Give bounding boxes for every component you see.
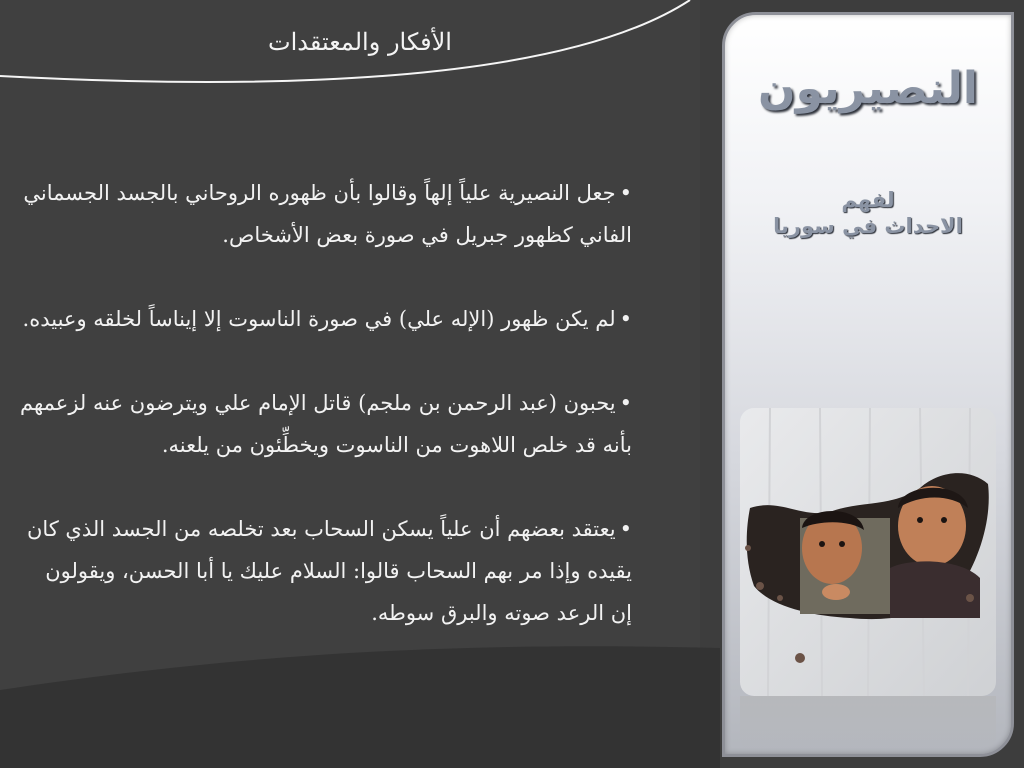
panel-subtitle-line2: الاحداث في سوريا	[773, 214, 963, 238]
bullet-text: لم يكن ظهور (الإله علي) في صورة الناسوت إلا إيناساً لخلقه وعبيده.	[22, 307, 616, 331]
bullet-item	[20, 298, 632, 340]
bullet-text: جعل النصيرية علياً إلهاً وقالوا بأن ظهوره الروحاني بالجسد الجسماني الفاني كظهور جبريل في صورة بعض الأشخاص.	[23, 181, 632, 247]
bullet-text: يعتقد بعضهم أن علياً يسكن السحاب بعد تخلصه من الجسد الذي كان يقيده وإذا مر بهم السحاب قالوا: السلام عليك يا أبا الحسن، ويقولون إن الرعد صوته والبرق سوطه.	[26, 517, 632, 625]
bullet-item	[20, 382, 632, 466]
photo-reflection	[740, 696, 996, 752]
slide-title: الأفكار والمعتقدات	[268, 28, 452, 56]
bullet-list	[20, 172, 632, 634]
bullet-text: يحبون (عبد الرحمن بن ملجم) قاتل الإمام علي ويترضون عنه لزعمهم بأنه قد خلص اللاهوت من الناسوت ويخطِّئون من يلعنه.	[20, 391, 632, 457]
bullet-item	[20, 508, 632, 634]
panel-subtitle-line1: لفهم	[841, 188, 895, 212]
panel-title: النصيريون	[758, 63, 978, 114]
children-photo	[740, 408, 996, 696]
bullet-mark: •	[619, 307, 632, 331]
bullet-mark: •	[619, 517, 632, 541]
bullet-mark: •	[619, 391, 632, 415]
panel-subtitle	[725, 187, 1011, 239]
bullet-mark: •	[619, 181, 632, 205]
bullet-item	[20, 172, 632, 256]
